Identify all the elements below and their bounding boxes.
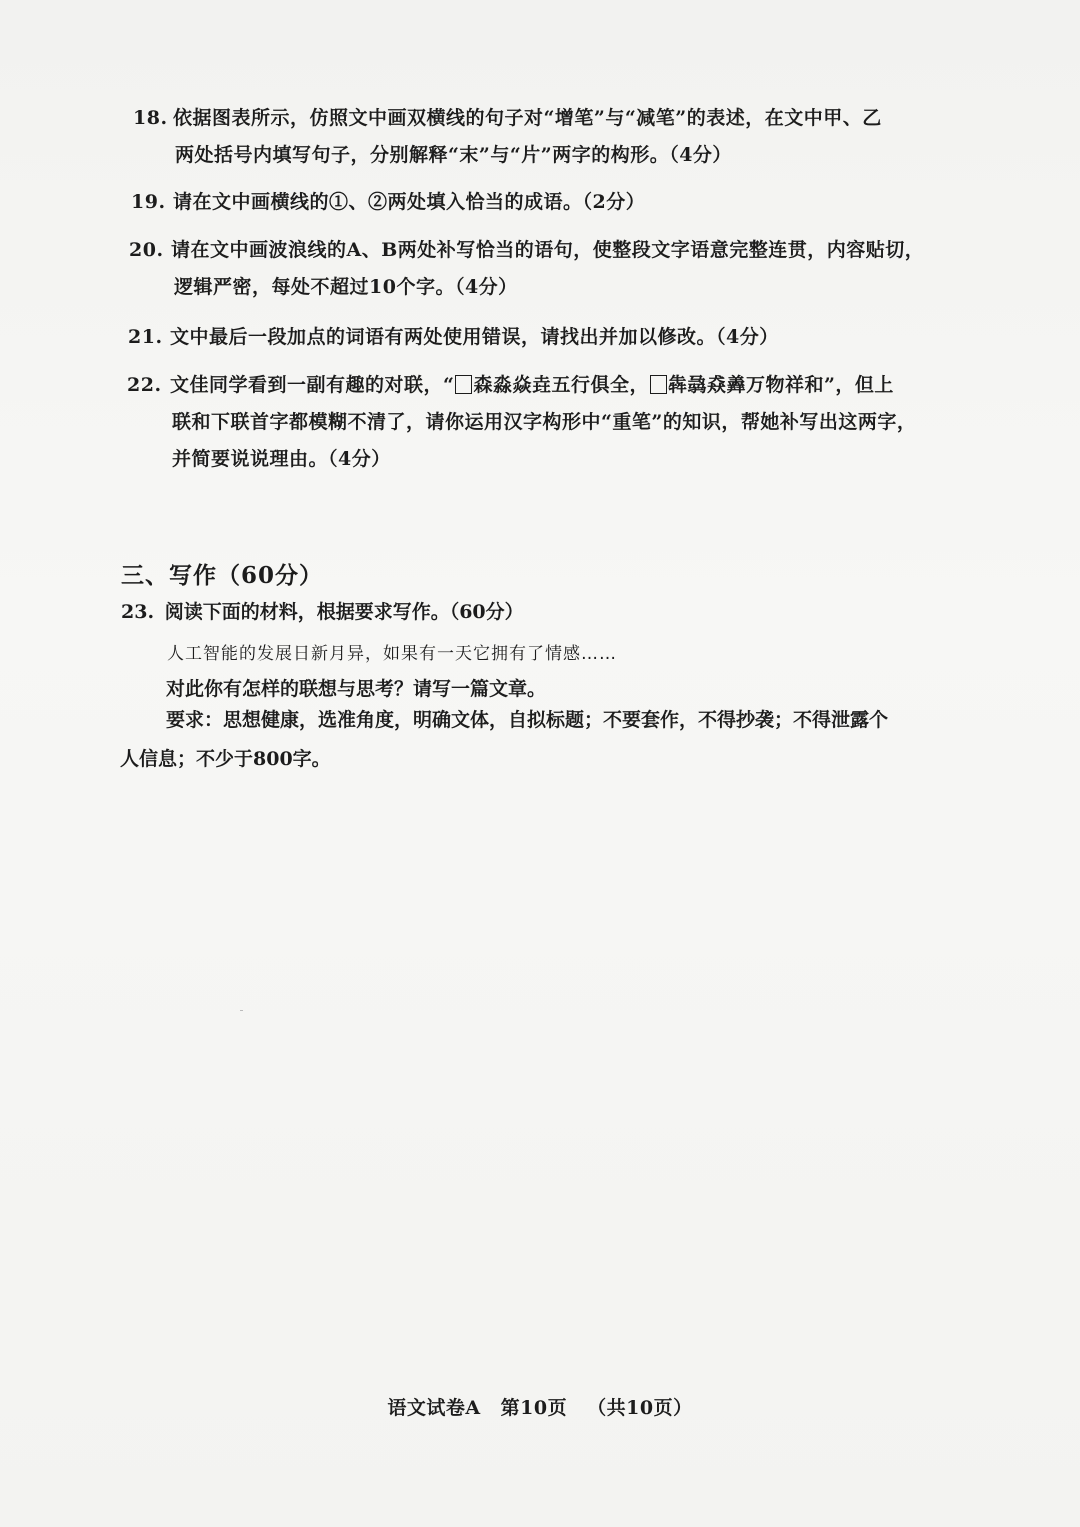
question-text-line: 联和下联首字都模糊不清了，请你运用汉字构形中“重笔”的知识，帮她补写出这两字， xyxy=(172,411,917,433)
writing-prompt: 对此你有怎样的联想与思考？请写一篇文章。 xyxy=(166,678,547,700)
question-text-line xyxy=(127,367,916,404)
question-18 xyxy=(133,100,882,174)
question-text-line: 文中最后一段加点的词语有两处使用错误，请找出并加以修改。（4分） xyxy=(170,326,779,348)
question-text: 阅读下面的材料，根据要求写作。（60分） xyxy=(164,601,524,623)
question-22 xyxy=(127,367,916,478)
question-text-line: 并简要说说理由。（4分） xyxy=(172,448,391,470)
writing-requirement-line: 要求：思想健康，选准角度，明确文体，自拟标题；不要套作，不得抄袭；不得泄露个 xyxy=(166,709,889,731)
question-text-line: 请在文中画横线的①、②两处填入恰当的成语。（2分） xyxy=(173,191,646,213)
paper-name: 语文试卷A xyxy=(387,1397,481,1419)
question-text-line: 依据图表所示，仿照文中画双横线的句子对“增笔”与“减笔”的表述，在文中甲、乙 xyxy=(173,107,882,129)
section-heading: 三、写作（60分） xyxy=(121,562,324,589)
blank-box xyxy=(455,375,472,394)
question-21 xyxy=(128,319,779,356)
question-23 xyxy=(121,597,524,624)
question-number: 18. xyxy=(133,107,168,129)
couplet-first-line: 森淼焱垚五行俱全， xyxy=(473,374,649,396)
question-number: 19. xyxy=(131,191,166,213)
question-number: 20. xyxy=(129,239,164,261)
page-footer xyxy=(0,1393,1080,1420)
question-19 xyxy=(131,184,645,221)
question-text-line: 两处括号内填写句子，分别解释“末”与“片”两字的构形。（4分） xyxy=(175,144,732,166)
question-number: 21. xyxy=(128,326,163,348)
question-text-line: 请在文中画波浪线的A、B两处补写恰当的语句，使整段文字语意完整连贯，内容贴切， xyxy=(171,239,925,261)
blank-box xyxy=(650,375,667,394)
page-number: 第10页 xyxy=(500,1397,568,1419)
question-number: 23. xyxy=(121,601,155,623)
scan-speck xyxy=(240,1010,243,1011)
writing-material: 人工智能的发展日新月异，如果有一天它拥有了情感…… xyxy=(167,644,617,664)
couplet-second-line: 犇骉猋羴万物祥和”，但上 xyxy=(667,374,894,396)
couplet-intro: 文佳同学看到一副有趣的对联，“ xyxy=(170,374,455,396)
question-number: 22. xyxy=(127,374,162,396)
page-total: （共10页） xyxy=(587,1397,693,1419)
question-20 xyxy=(129,232,924,306)
question-text-line: 逻辑严密，每处不超过10个字。（4分） xyxy=(174,276,518,298)
writing-requirement-line: 人信息；不少于800字。 xyxy=(120,748,331,770)
